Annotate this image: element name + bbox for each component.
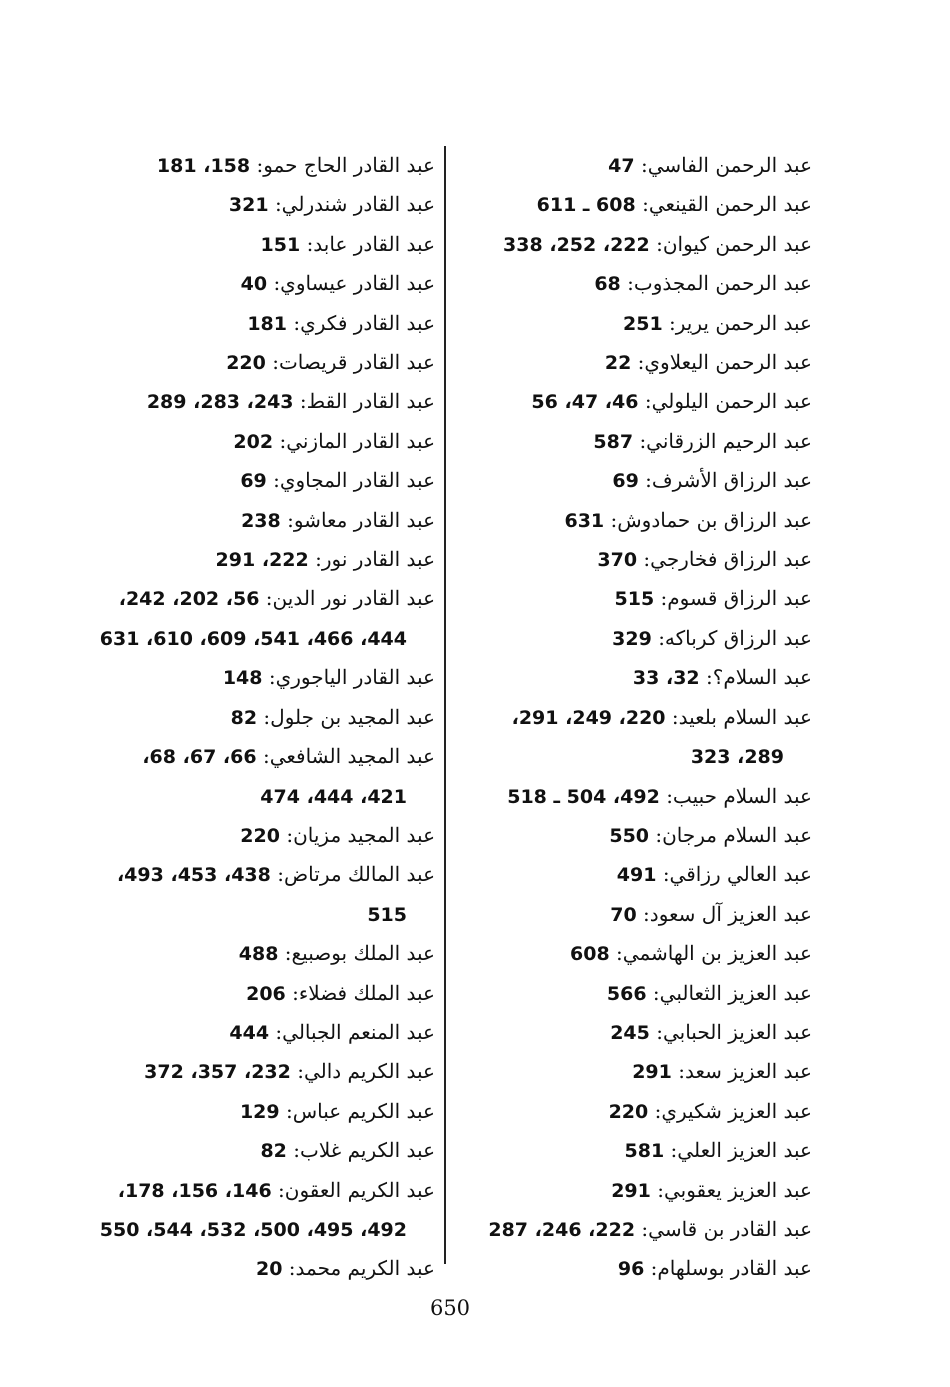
entry-name: عبد المجيد بن جلول: [263,704,435,729]
entry-pages: 515 [614,588,655,611]
index-entry [472,658,812,697]
entry-pages: 566 [606,982,647,1005]
index-entry [75,934,435,973]
entry-pages: 488 [238,943,279,966]
entry-pages: 82 [260,1140,287,1163]
entry-name: عبد المجيد الشافعي: [262,744,435,769]
index-entry [472,1131,812,1170]
entry-name: عبد العزيز العلي: [670,1138,812,1163]
entry-name: عبد القادر الحاج حمو: [256,153,435,177]
index-entry [472,934,812,973]
index-entry [75,540,435,579]
entry-pages-continued [75,1210,435,1249]
index-entry [472,540,812,579]
entry-name: عبد العزيز بن الهاشمي: [616,941,812,966]
entry-name: عبد الرحمن يرير: [669,310,812,335]
index-entry [472,1249,812,1288]
entry-pages: 129 [239,1100,280,1123]
entry-pages: 96 [617,1258,645,1281]
index-entry [472,698,812,737]
entry-name: عبد القادر عابد: [306,231,435,256]
entry-pages: 444 [229,1021,270,1044]
index-entry [75,974,435,1013]
index-entry [75,343,435,382]
entry-pages: 321 [228,194,269,217]
entry-name: عبد القادر بن قاسي: [641,1216,812,1241]
entry-pages: 40 [240,273,268,296]
entry-pages: 515 [367,903,407,926]
entry-pages: 238 [241,509,281,532]
entry-pages: 245 [610,1021,650,1044]
entry-pages: 251 [623,312,663,335]
index-entry [75,382,435,421]
entry-pages: 146، 156، 178، [117,1179,272,1202]
entry-pages-continued [75,619,435,658]
entry-name: عبد الرحمن القينعي: [642,192,812,217]
entry-name: عبد العزيز الحبابي: [656,1019,812,1044]
entry-pages: 148 [222,667,263,690]
entry-name: عبد الملك بوصبيع: [284,941,435,966]
entry-pages: 158، 181 [156,155,251,177]
entry-name: عبد الرحمن المجذوب: [627,271,812,296]
entry-name: عبد المالك مرتاض: [277,862,435,887]
entry-pages: 32، 33 [632,667,700,690]
entry-pages: 222، 252، 338 [503,233,650,256]
index-entry [472,895,812,934]
entry-pages: 69 [612,470,639,493]
entry-pages: 220 [608,1100,649,1123]
index-entry [472,422,812,461]
index-entry [472,382,812,421]
entry-pages: 181 [247,312,287,335]
entry-pages: 232، 357، 372 [144,1061,291,1084]
entry-pages: 370 [597,549,638,572]
index-entry [472,855,812,894]
index-column-left [75,146,435,1289]
entry-pages-continued [75,777,435,816]
entry-pages: 581 [624,1140,665,1163]
entry-pages: 82 [230,706,258,729]
entry-pages: 220 [226,352,266,375]
entry-name: عبد الكريم غلاب: [293,1138,435,1163]
entry-pages: 202 [233,430,274,453]
index-entry [472,1052,812,1091]
index-entry [472,304,812,343]
entry-pages: 46، 47، 56 [531,391,639,414]
entry-name: عبد القادر عيساوي: [273,271,435,296]
index-entry [75,264,435,303]
entry-pages: 220، 249، 291، [511,706,666,729]
index-entry [472,264,812,303]
index-entry [472,185,812,224]
entry-name: عبد السلام مرجان: [655,822,812,847]
entry-name: عبد القادر المجاوي: [273,468,435,493]
index-entry [75,1131,435,1170]
entry-pages: 47 [608,155,635,177]
entry-name: عبد السلام حبيب: [666,783,812,808]
entry-pages-continued [75,895,435,934]
entry-pages: 222، 291 [215,549,309,572]
index-column-right [472,146,812,1289]
index-entry [75,1052,435,1091]
entry-name: عبد العزيز آل سعود: [643,901,812,926]
entry-name: عبد الرزاق فخارجي: [643,547,812,572]
entry-pages: 222، 246، 287 [488,1218,636,1241]
index-entry [75,1092,435,1131]
entry-name: عبد القادر الياجوري: [268,665,435,690]
entry-pages: 68 [594,273,621,296]
entry-name: عبد القادر فكري: [293,310,435,335]
entry-name: عبد القادر شندرلي: [274,192,435,217]
index-entry [472,1210,812,1249]
entry-pages-continued [472,737,812,776]
entry-pages: 550 [609,824,650,847]
index-entry [75,1171,435,1210]
index-entry [75,658,435,697]
entry-name: عبد العزيز شكيري: [654,1098,812,1123]
index-entry [75,461,435,500]
entry-name: عبد الرزاق الأشرف: [645,468,812,493]
entry-name: عبد القادر القط: [299,389,435,414]
entry-pages: 243، 283، 289 [146,391,294,414]
entry-name: عبد القادر قريصات: [272,350,435,375]
entry-name: عبد المجيد مزيان: [286,822,435,847]
index-entry [472,579,812,618]
entry-name: عبد الرزاق قسوم: [660,586,812,611]
index-entry [75,422,435,461]
index-entry [75,1013,435,1052]
entry-name: عبد العزيز الثعالبي: [652,980,812,1005]
entry-pages: 20 [255,1258,283,1281]
index-entry [75,816,435,855]
entry-pages: 608 [570,943,610,966]
entry-pages: 421، 444، 474 [260,785,407,808]
entry-name: عبد العزيز سعد: [678,1059,812,1084]
index-entry [472,1171,812,1210]
index-entry [75,737,435,776]
index-entry [75,855,435,894]
entry-name: عبد الكريم عباس: [285,1098,435,1123]
entry-name: عبد القادر نور الدين: [265,586,435,611]
entry-pages: 70 [610,903,637,926]
index-entry [75,501,435,540]
entry-name: عبد الكريم محمد: [288,1256,435,1281]
entry-name: عبد الرحمن اليلولي: [644,389,812,414]
entry-name: عبد الكريم دالي: [297,1059,435,1084]
entry-name: عبد الرحمن اليعلاوي: [637,350,812,375]
entry-name: عبد القادر معاشو: [287,507,435,532]
entry-name: عبد القادر المازني: [279,428,435,453]
entry-name: عبد الرزاق كرباكه: [658,625,812,650]
entry-pages: 66، 67، 68، [142,746,257,769]
entry-pages: 329 [612,627,652,650]
index-entry [472,777,812,816]
entry-name: عبد الرحيم الزرقاني: [639,428,812,453]
index-entry [472,501,812,540]
entry-name: عبد العالي رزاقي: [662,862,812,887]
entry-pages: 22 [604,352,632,375]
column-divider [444,146,446,1264]
entry-name: عبد السلام؟: [706,665,812,690]
page-number: 650 [429,1296,471,1320]
index-entry [472,225,812,264]
entry-pages: 444، 466، 541، 609، 610، 631 [99,627,407,650]
entry-pages: 206 [246,982,286,1005]
entry-name: عبد المنعم الجبالي: [275,1019,435,1044]
index-entry [472,974,812,1013]
entry-name: عبد الرزاق بن حمادوش: [610,507,812,532]
entry-pages: 492، 495، 500، 532، 544، 550 [99,1218,407,1241]
entry-pages: 151 [260,233,301,256]
entry-pages: 69 [240,470,267,493]
index-entry [75,304,435,343]
entry-name: عبد القادر بوسلهام: [650,1256,812,1281]
entry-name: عبد القادر نور: [315,547,435,572]
index-entry [472,343,812,382]
entry-pages: 56، 202، 242، [118,588,260,611]
entry-pages: 220 [240,824,280,847]
index-entry [472,1092,812,1131]
entry-name: عبد الرحمن الفاسي: [640,153,812,177]
entry-pages: 491 [616,864,657,887]
entry-name: عبد الكريم العقون: [278,1177,435,1202]
index-entry [472,146,812,185]
entry-name: عبد الملك فضلاء: [292,980,435,1005]
index-entry [75,1249,435,1288]
index-entry [75,698,435,737]
entry-pages: 291 [611,1179,651,1202]
index-entry [472,816,812,855]
entry-name: عبد السلام بلعيد: [671,704,812,729]
entry-pages: 291 [632,1061,672,1084]
index-entry [472,619,812,658]
entry-pages: 492، 504 ـ 518 [507,785,660,808]
index-entry [75,579,435,618]
entry-pages: 608 ـ 611 [536,194,636,217]
index-entry [75,146,435,185]
index-entry [75,225,435,264]
entry-pages: 289، 323 [690,746,784,769]
entry-name: عبد الرحمن كيوان: [656,231,812,256]
entry-pages: 438، 453، 493، [116,864,271,887]
index-entry [472,1013,812,1052]
index-entry [472,461,812,500]
index-entry [75,185,435,224]
entry-pages: 631 [564,509,605,532]
entry-name: عبد العزيز يعقوبي: [657,1177,812,1202]
entry-pages: 587 [593,430,634,453]
